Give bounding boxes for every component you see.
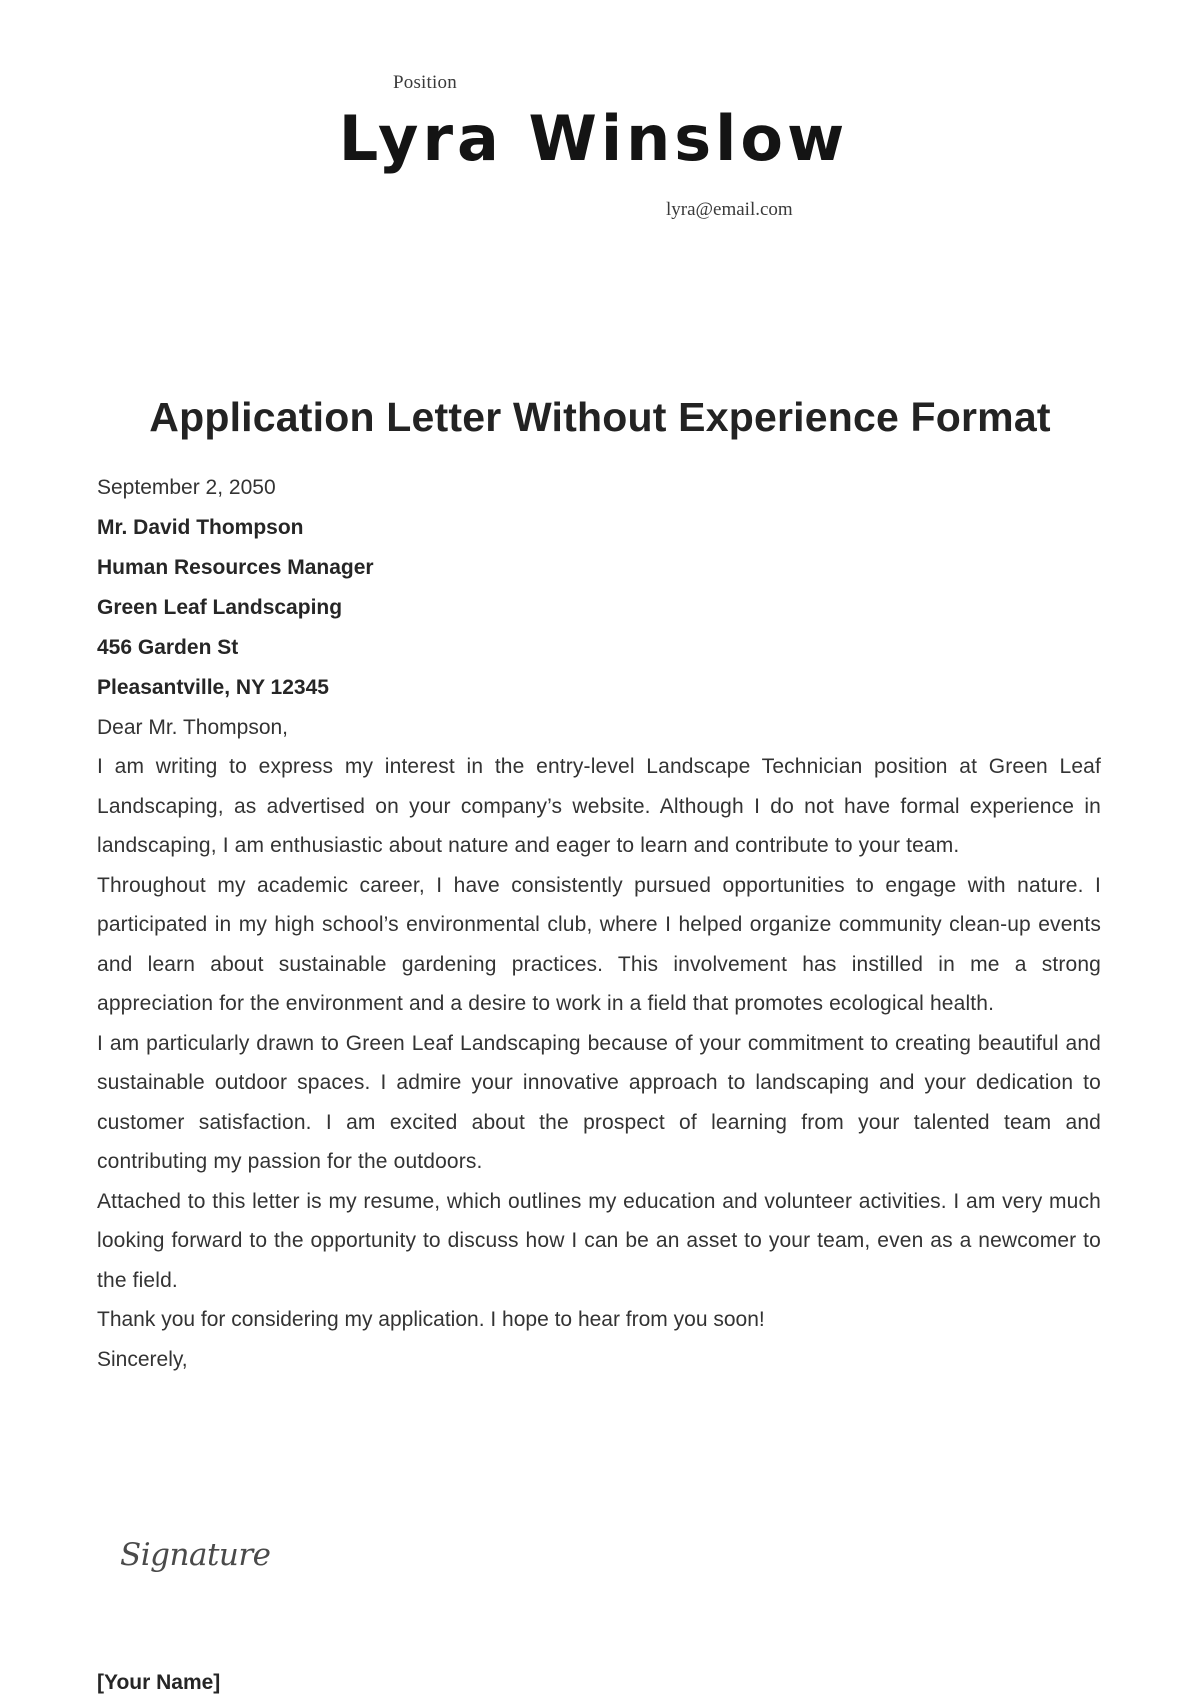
signer-name: [Your Name] bbox=[97, 1671, 221, 1694]
body-paragraph: I am particularly drawn to Green Leaf Landscaping because of your commitment to creating beautiful and sustainable outdoor spaces. I admire your innovative approach to landscaping and your dedication to customer satisfaction. I am excited about the prospect of learning from your talented team and contributing my passion for the outdoors. bbox=[97, 1031, 1101, 1173]
recipient-city: Pleasantville, NY 12345 bbox=[97, 675, 329, 699]
applicant-name: Lyra Winslow bbox=[338, 102, 849, 175]
recipient-company: Green Leaf Landscaping bbox=[97, 595, 343, 619]
salutation: Dear Mr. Thompson, bbox=[97, 715, 289, 739]
closing: Sincerely, bbox=[97, 1347, 188, 1371]
body-paragraph: Throughout my academic career, I have consistently pursued opportunities to engage with nature. I participated in my high school’s environmental club, where I helped organize community clean-up events and learn about sustainable gardening practices. This involvement has instilled in me a strong appreciation for the environment and a desire to work in a field that promotes ecological health. bbox=[97, 873, 1101, 1015]
signature: Signature bbox=[120, 1537, 271, 1573]
recipient-street: 456 Garden St bbox=[97, 635, 239, 659]
applicant-email: lyra@email.com bbox=[666, 199, 793, 220]
body-paragraph: Attached to this letter is my resume, which outlines my education and volunteer activities. I am very much looking forward to the opportunity to discuss how I can be an asset to your team, even as a newcomer to the field. bbox=[97, 1189, 1101, 1292]
recipient-title: Human Resources Manager bbox=[97, 555, 374, 579]
recipient-block bbox=[97, 508, 1101, 708]
page-title: Application Letter Without Experience Format bbox=[149, 394, 1051, 440]
body-paragraph: Thank you for considering my application. I hope to hear from you soon! bbox=[97, 1308, 765, 1331]
body-paragraph: I am writing to express my interest in the entry-level Landscape Technician position at Green Leaf Landscaping, as advertised on your company’s website. Although I do not have formal experience in landscaping, I am enthusiastic about nature and eager to learn and contribute to your team. bbox=[97, 755, 1101, 857]
letter-body bbox=[97, 468, 1101, 1379]
letter-date: September 2, 2050 bbox=[97, 476, 276, 499]
recipient-name: Mr. David Thompson bbox=[97, 515, 304, 539]
position-label: Position bbox=[393, 72, 457, 93]
